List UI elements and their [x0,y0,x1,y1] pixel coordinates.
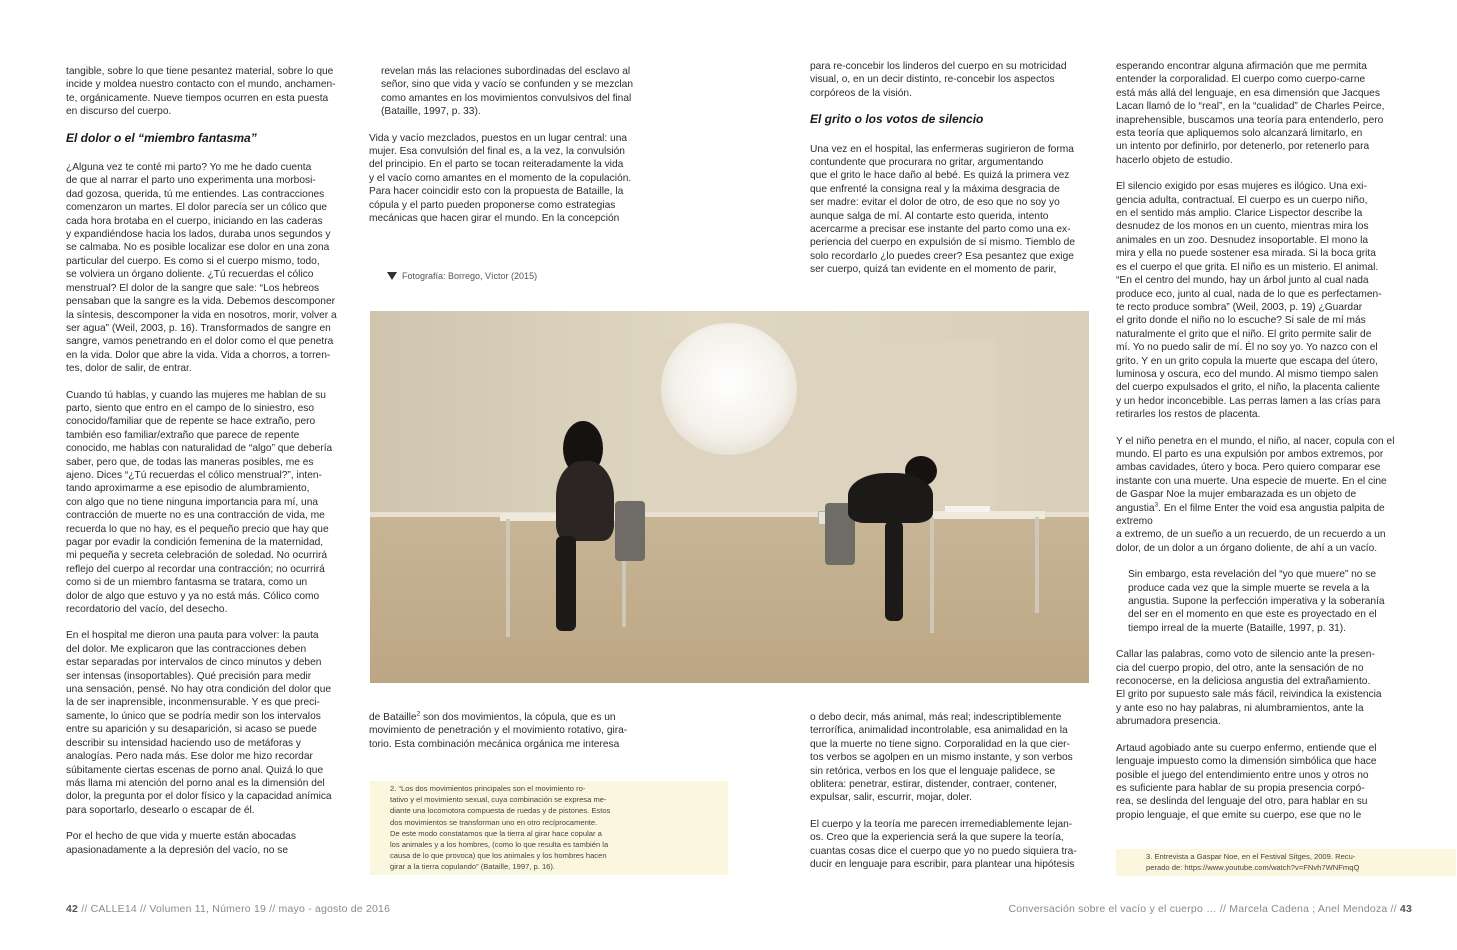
photo-caption-text: Fotografía: Borrego, Víctor (2015) [402,271,538,281]
photo-caption [387,271,537,281]
paragraph: para re-concebir los linderos del cuerpo en su motricidad visual, o, en un decir distinto, re-concebir los aspectos corpóreos de la visión. [810,61,1067,99]
paragraph: Vida y vacío mezclados, puestos en un lugar central: una mujer. Esa convulsión del final es, a la vez, la convulsión del principio. En el parto se tocan reiteradamente la vida y el vacío como amantes en el momento de la copulación. Para hacer coincidir esto con la propuesta de Bataille, la cópula y el parto pueden proponerse como estrategias mecánicas que hacen girar el mundo. En la concepción [369,132,632,225]
column-2 [369,65,659,238]
paragraph: esperando encontrar alguna afirmación que me permita entender la corporalidad. El cuerpo como cuerpo-carne está más allá del lenguaje, en esa dimensión que Jacques Lacan llamó de lo “real”, en la “cualidad” de Charles Peirce, inaprehensible, buscamos una teoría para entenderlo, pero esta teoría que apliquemos solo alcanzará limitarlo, en un intento por definirlo, por detenerlo, por retenerlo para hacerlo objeto de estudio. [1116,61,1385,166]
page-number: 43 [1399,903,1412,915]
paper-sheets [945,506,990,512]
paragraph: El cuerpo y la teoría me parecen irremediablemente lejan- os. Creo que la experiencia será la que supere la teoría, cuantas cosas dice el cuerpo que yo no puedo siquiera tra- ducir en lenguaje para escribir, para plantear una hipótesis [810,818,1077,871]
paragraph: Y el niño penetra en el mundo, el niño, al nacer, copula con el mundo. El parto es una expulsión por ambos extremos, por ambas cavidades, útero y boca. Pero quiero comparar ese instante con una muerte. Una especie de muerte. En el cine de Gaspar Noe la mujer embarazada es un objeto de angustia$^3$. En el filme Enter the void esa angustia palpita de extremo a extremo, de un sueño a un recuerdo, de un recuerdo a un dolor, de un dolor a un órgano doliente, de ahí a un vacío. [1116,435,1395,554]
table-leg [930,517,934,633]
block-quote: Sin embargo, esta revelación del “yo que muere” no se produce cada vez que la simple muerte se revela a la angustia. Supone la perfección imperativa y la soberanía del ser en el momento en que este es proyectado en el tiempo irreal de la muerte (Bataille, 1997, p. 31). [1128,569,1385,634]
left-chair [615,501,645,561]
paragraph: ¿Alguna vez te conté mi parto? Yo me he dado cuenta de que al narrar el parto uno experimenta una morbosi- dad gozosa, querida, tú me entiendes. Las contracciones comenzaron un martes. El dolor parecía ser un cólico que cada hora brotaba en el cuerpo, iniciando en las caderas y expandiéndose hacia los lados, duraba unos segundos y se calmaba. No es posible localizar ese dolor en una zona particular del cuerpo. Es como si el cuerpo mismo, todo, se volviera un órgano doliente. ¿Tú recuerdas el cólico menstrual? El dolor de la sangre que sale: “Los hebreos pensaban que la sangre es la vida. Debemos descomponer la síntesis, descomponer la vida en nosotros, morir, volver a ser agua” (Weil, 2003, p. 16). Transformados de sangre en sangre, vamos penetrando en el dolor como el que penetra en la vida. Dolor que abre la vida. Vida a chorros, a torren- tes, dolor de salir, de entrar. [66,162,337,375]
journal-info: // CALLE14 // Volumen 11, Número 19 // mayo - agosto de 2016 [78,903,391,915]
footnote-3 [1116,849,1456,876]
footnote-ref-2[interactable]: 2 [416,710,421,718]
block-quote: revelan más las relaciones subordinadas del esclavo al señor, sino que vida y vacío se confunden y se mezclan como amantes en los movimientos convulsivos del final (Bataille, 1997, p. 33). [381,66,634,118]
photograph [370,311,1089,683]
footer-right [1008,903,1412,915]
paragraph: Por el hecho de que vida y muerte están abocadas apasionadamente a la depresión del vacío, no se [66,831,296,856]
right-person [848,473,933,523]
paragraph: Callar las palabras, como voto de silencio ante la presen- cia del cuerpo propio, del otro, ante la sensación de no reconocerse, en la deliciosa angustia del extrañamiento. El grito por supuesto sale más fácil, reivindica la existencia y ante eso no hay palabras, ni alumbramientos, ante la abrumadora presencia. [1116,649,1382,728]
section-heading-grito: El grito o los votos de silencio [810,112,984,127]
right-person-legs [885,521,903,621]
footnote-text: 3. Entrevista a Gaspar Noe, en el Festival Sitges, 2009. Recu- perado de: https://www.youtube.com/watch?v=FNvh7WNFmqQ [1146,852,1360,873]
paragraph: Una vez en el hospital, las enfermeras sugirieron de forma contundente que procurara no gritar, argumentando que el grito le hace daño al bebé. Es quizá la primera vez que enfrenté la consigna real y la máxima desgracia de ser madre: evitar el dolor de otro, de eso que no soy yo aunque salga de mí. Al contarte esto querida, intento acercarme a precisar ese instante del parto como una ex- periencia del cuerpo en expulsión de sí mismo. Tiemblo de solo recordarlo ¿lo puedes creer? Esa pesantez que exige ser cuerpo, quizá tan evidente en el momento de parir, [810,143,1076,276]
footnote-text: 2. “Los dos movimientos principales son el movimiento ro- tativo y el movimiento sexual, cuya combinación se expresa me- diante una locomotora compuesta de ruedas y de pistones. Estos dos movimientos se transforman uno en otro recíprocamente. De este modo constatamos que la tierra al girar hace copular a los animales y a los hombres, (como lo que resulta es también la causa de lo que provoca) que los animales y los hombres hacen girar a la tierra copulando” (Bataille, 1997, p. 16). [390,784,611,872]
column-1 [66,65,346,870]
right-table [925,511,1045,519]
paragraph: tangible, sobre lo que tiene pesantez material, sobre lo que incide y moldea nuestro contacto con el mundo, anchamen- te, orgánicamente. Nueve tiempos ocurren en esta puesta en discurso del cuerpo. [66,66,336,118]
photo-floor [370,517,1089,683]
paragraph: El silencio exigido por esas mujeres es ilógico. Una exi- gencia adulta, contractual. El cuerpo es un cuerpo niño, en el sentido más amplio. Clarice Lispector describe la desnudez de los monos en un cuento, mientras mira los animales en un zoo. Desnudez insoportable. El mono la mira y ella no puede sostener esa mirada. Si la boca grita es el cuerpo el que grita. El niño es un misterio. El animal. “En el centro del mundo, hay un árbol junto al cual nada produce eco, junto al cual, nada de lo que es perfectamen- te recto produce sombra” (Weil, 2003, p. 19) ¿Guardar el grito donde el niño no lo escuche? Si sale de mí más naturalmente el grito que el niño. El grito permite salir de mí. Yo no puedo salir de mí. Él no soy yo. Yo nazco con el grito. Y en un grito copula la muerte que escapa del útero, luminosa y oscura, eco del mundo. Al mismo tiempo salen del cuerpo expulsados el grito, el niño, la placenta caliente y un hedor inconcebible. Las perras lamen a las crías para retirarles los restos de placenta. [1116,181,1382,421]
column-3-lower [810,711,1092,884]
triangle-down-icon [387,272,397,280]
footnote-2 [370,781,728,875]
column-2-lower [369,711,659,751]
footer-left [66,903,390,915]
footnote-ref-3[interactable]: 3 [1154,501,1159,509]
left-person-legs [556,536,576,631]
table-leg [1035,517,1039,613]
paragraph: Artaud agobiado ante su cuerpo enfermo, entiende que el lenguaje impuesto como la dimensión simbólica que hace posible el juego del entendimiento entre unos y otros no es suficiente para hablar de su propia presencia corpó- rea, se deslinda del lenguaje del otro, para hablar en su propio lenguaje, el que emite su cuerpo, ese que no le [1116,742,1377,821]
article-info: Conversación sobre el vacío y el cuerpo … // Marcela Cadena ; Anel Mendoza // [1008,903,1400,915]
paragraph: de Bataille$^2$ son dos movimientos, la cópula, que es un movimiento de penetración y el movimiento rotativo, gira- torio. Esta combinación mecánica orgánica me interesa [369,710,628,750]
paragraph: Cuando tú hablas, y cuando las mujeres me hablan de su parto, siento que entro en el campo de lo siniestro, eso conocido/familiar que de repente se hace extraño, pero también eso familiar/extraño que parece de repente conocido, me hablas con naturalidad de “algo” que debería saber, pero que, de todas las maneras posibles, me es ajeno. Dices “¿Tú recuerdas el cólico menstrual?”, inten- tando aproximarme a ese episodio de alumbramiento, con algo que no tiene ninguna importancia para mí, una contracción de muerte no es una contracción de vida, me recuerda lo que no hay, es el pequeño precio que hay que pagar por evadir la condición femenina de la maternidad, mi pequeña y secreta celebración de soledad. No ocurrirá reflejo del cuerpo al recordar una contracción; no ocurrirá como si de un miembro fantasma se tratara, como un dolor de algo que estuvo y ya no está más. Cólico como recordatorio del vacío, del desecho. [66,389,333,616]
paragraph: En el hospital me dieron una pauta para volver: la pauta del dolor. Me explicaron que las contracciones deben estar separadas por intervalos de cinco minutos y deben ser intensas (insoportables). Qué precisión para medir una sensación, pensé. No hay otra condición del dolor que la de ser inaprensible, inconmensurable. Y es que preci- samente, lo único que se podría medir son los intervalos entre su aparición y su desaparición, si acaso se puede describir su intensidad haciendo uso de metáforas y analogías. Pero nada más. Ese dolor me hizo recordar súbitamente ciertas escenas de porno anal. Quizá lo que más llama mi atención del porno anal es la dimensión del dolor, la pregunta por el dolor físico y la capacidad anímica para soportarlo, desearlo o escapar de él. [66,630,332,816]
projected-moon [661,323,797,455]
column-4 [1116,60,1398,835]
column-3 [810,60,1092,290]
paragraph: o debo decir, más animal, más real; indescriptiblemente terrorífica, animalidad incontrolable, esa animalidad en la que la muerte no tiene signo. Corporalidad en la que cier- tos verbos se agolpen en un mismo instante, y son verbos sin retórica, verbos en los que el lenguaje palidece, se oblitera: penetrar, estirar, distender, contraer, contener, expulsar, salir, escurrir, mojar, doler. [810,712,1073,804]
table-leg [506,519,510,637]
page-number: 42 [66,903,79,915]
section-heading-dolor: El dolor o el “miembro fantasma” [66,130,257,145]
left-person [556,461,614,541]
